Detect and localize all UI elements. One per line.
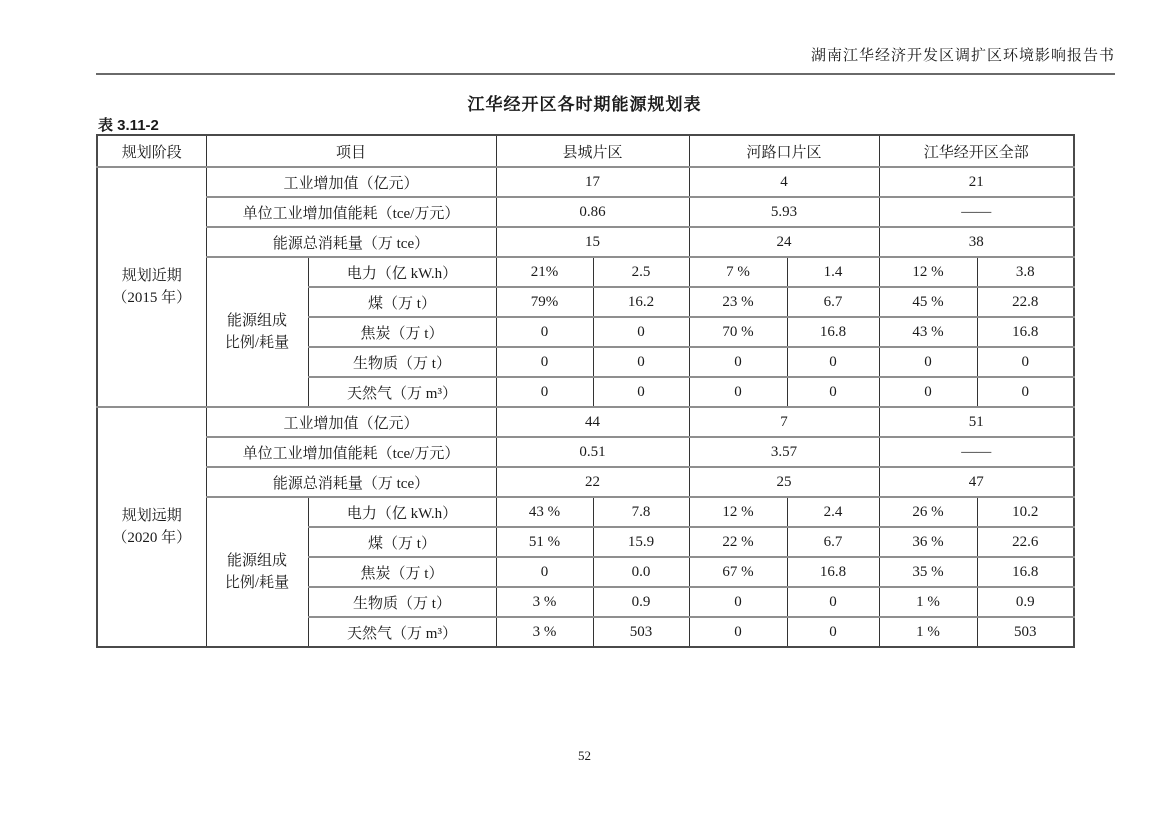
value-cell: 43 % xyxy=(879,317,977,347)
row-label: 电力（亿 kW.h） xyxy=(308,497,496,527)
value-cell: 7 % xyxy=(689,257,787,287)
table-row xyxy=(97,197,1074,227)
stage-cell-near-term xyxy=(97,167,206,407)
value-cell: 0 xyxy=(977,377,1074,407)
row-label: 单位工业增加值能耗（tce/万元） xyxy=(206,197,496,227)
row-label: 能源总消耗量（万 tce） xyxy=(206,467,496,497)
value-cell: 21% xyxy=(496,257,593,287)
value-cell: 16.8 xyxy=(977,317,1074,347)
value-cell: 0.51 xyxy=(496,437,689,467)
value-cell: 0 xyxy=(689,617,787,647)
value-cell: 0 xyxy=(496,377,593,407)
value-cell: 16.8 xyxy=(977,557,1074,587)
value-cell: 3 % xyxy=(496,617,593,647)
value-cell: 2.5 xyxy=(593,257,689,287)
value-cell: 15.9 xyxy=(593,527,689,557)
value-cell: 503 xyxy=(977,617,1074,647)
row-label: 生物质（万 t） xyxy=(308,587,496,617)
group-line: 比例/耗量 xyxy=(224,575,290,591)
value-cell: 0 xyxy=(787,587,879,617)
value-cell: 0 xyxy=(879,347,977,377)
row-label: 焦炭（万 t） xyxy=(308,557,496,587)
table-row xyxy=(97,497,1074,527)
stage-line: （2015 年） xyxy=(112,290,192,306)
table-row xyxy=(97,437,1074,467)
value-cell: 51 xyxy=(879,407,1074,437)
value-cell: 3 % xyxy=(496,587,593,617)
value-cell: 6.7 xyxy=(787,287,879,317)
row-label: 焦炭（万 t） xyxy=(308,317,496,347)
group-line: 比例/耗量 xyxy=(224,335,290,351)
group-line: 能源组成 xyxy=(226,553,287,569)
value-cell: 0 xyxy=(593,347,689,377)
value-cell: 0.9 xyxy=(593,587,689,617)
value-cell: 22.8 xyxy=(977,287,1074,317)
table-row xyxy=(97,257,1074,287)
value-cell: 38 xyxy=(879,227,1074,257)
value-cell: 21 xyxy=(879,167,1074,197)
energy-group-label xyxy=(206,497,308,647)
value-cell: 16.2 xyxy=(593,287,689,317)
value-cell: 0 xyxy=(593,317,689,347)
value-cell: 12 % xyxy=(879,257,977,287)
value-cell: 7 xyxy=(689,407,879,437)
header-stage: 规划阶段 xyxy=(97,135,206,167)
value-cell: 24 xyxy=(689,227,879,257)
value-cell: 0 xyxy=(787,617,879,647)
header-item: 项目 xyxy=(206,135,496,167)
row-label: 电力（亿 kW.h） xyxy=(308,257,496,287)
value-cell: 4 xyxy=(689,167,879,197)
row-label: 能源总消耗量（万 tce） xyxy=(206,227,496,257)
energy-planning-table xyxy=(96,134,1075,648)
row-label: 煤（万 t） xyxy=(308,287,496,317)
value-cell: 16.8 xyxy=(787,557,879,587)
value-cell: 3.8 xyxy=(977,257,1074,287)
value-cell: 2.4 xyxy=(787,497,879,527)
table-label: 表 3.11-2 xyxy=(98,117,159,134)
value-cell: 25 xyxy=(689,467,879,497)
value-cell: 36 % xyxy=(879,527,977,557)
value-cell: 0.86 xyxy=(496,197,689,227)
row-label: 单位工业增加值能耗（tce/万元） xyxy=(206,437,496,467)
value-cell: 22.6 xyxy=(977,527,1074,557)
value-cell: 70 % xyxy=(689,317,787,347)
value-cell: 43 % xyxy=(496,497,593,527)
stage-line: 规划近期 xyxy=(121,268,182,284)
value-cell: 45 % xyxy=(879,287,977,317)
value-cell: 3.57 xyxy=(689,437,879,467)
value-cell: 0 xyxy=(496,317,593,347)
value-cell: 1 % xyxy=(879,617,977,647)
value-cell: 26 % xyxy=(879,497,977,527)
value-cell: —— xyxy=(879,437,1074,467)
energy-group-label xyxy=(206,257,308,407)
value-cell: 22 xyxy=(496,467,689,497)
value-cell: 10.2 xyxy=(977,497,1074,527)
value-cell: 1 % xyxy=(879,587,977,617)
value-cell: 15 xyxy=(496,227,689,257)
value-cell: 0 xyxy=(787,347,879,377)
value-cell: 47 xyxy=(879,467,1074,497)
header-area3: 江华经开区全部 xyxy=(879,135,1074,167)
value-cell: —— xyxy=(879,197,1074,227)
row-label: 天然气（万 m³） xyxy=(308,617,496,647)
value-cell: 0 xyxy=(977,347,1074,377)
running-header: 湖南江华经济开发区调扩区环境影响报告书 xyxy=(96,44,1115,75)
page-title: 江华经开区各时期能源规划表 xyxy=(467,95,702,114)
header-area2: 河路口片区 xyxy=(689,135,879,167)
row-label: 煤（万 t） xyxy=(308,527,496,557)
value-cell: 7.8 xyxy=(593,497,689,527)
page-number: 52 xyxy=(578,748,591,763)
table-header-row xyxy=(97,135,1074,167)
header-area1: 县城片区 xyxy=(496,135,689,167)
value-cell: 23 % xyxy=(689,287,787,317)
value-cell: 6.7 xyxy=(787,527,879,557)
row-label: 天然气（万 m³） xyxy=(308,377,496,407)
table-row xyxy=(97,407,1074,437)
value-cell: 0.9 xyxy=(977,587,1074,617)
value-cell: 51 % xyxy=(496,527,593,557)
table-row xyxy=(97,467,1074,497)
row-label: 工业增加值（亿元） xyxy=(206,407,496,437)
value-cell: 22 % xyxy=(689,527,787,557)
value-cell: 12 % xyxy=(689,497,787,527)
stage-line: 规划远期 xyxy=(121,508,182,524)
table-row xyxy=(97,227,1074,257)
row-label: 生物质（万 t） xyxy=(308,347,496,377)
value-cell: 17 xyxy=(496,167,689,197)
value-cell: 0 xyxy=(593,377,689,407)
value-cell: 503 xyxy=(593,617,689,647)
value-cell: 0 xyxy=(496,347,593,377)
value-cell: 5.93 xyxy=(689,197,879,227)
value-cell: 16.8 xyxy=(787,317,879,347)
value-cell: 0 xyxy=(879,377,977,407)
value-cell: 0 xyxy=(689,587,787,617)
value-cell: 0 xyxy=(496,557,593,587)
group-line: 能源组成 xyxy=(226,313,287,329)
row-label: 工业增加值（亿元） xyxy=(206,167,496,197)
value-cell: 35 % xyxy=(879,557,977,587)
stage-cell-long-term xyxy=(97,407,206,647)
value-cell: 44 xyxy=(496,407,689,437)
value-cell: 0 xyxy=(787,377,879,407)
value-cell: 0 xyxy=(689,377,787,407)
value-cell: 67 % xyxy=(689,557,787,587)
value-cell: 0 xyxy=(689,347,787,377)
value-cell: 79% xyxy=(496,287,593,317)
value-cell: 1.4 xyxy=(787,257,879,287)
stage-line: （2020 年） xyxy=(112,530,192,546)
table-row xyxy=(97,167,1074,197)
value-cell: 0.0 xyxy=(593,557,689,587)
